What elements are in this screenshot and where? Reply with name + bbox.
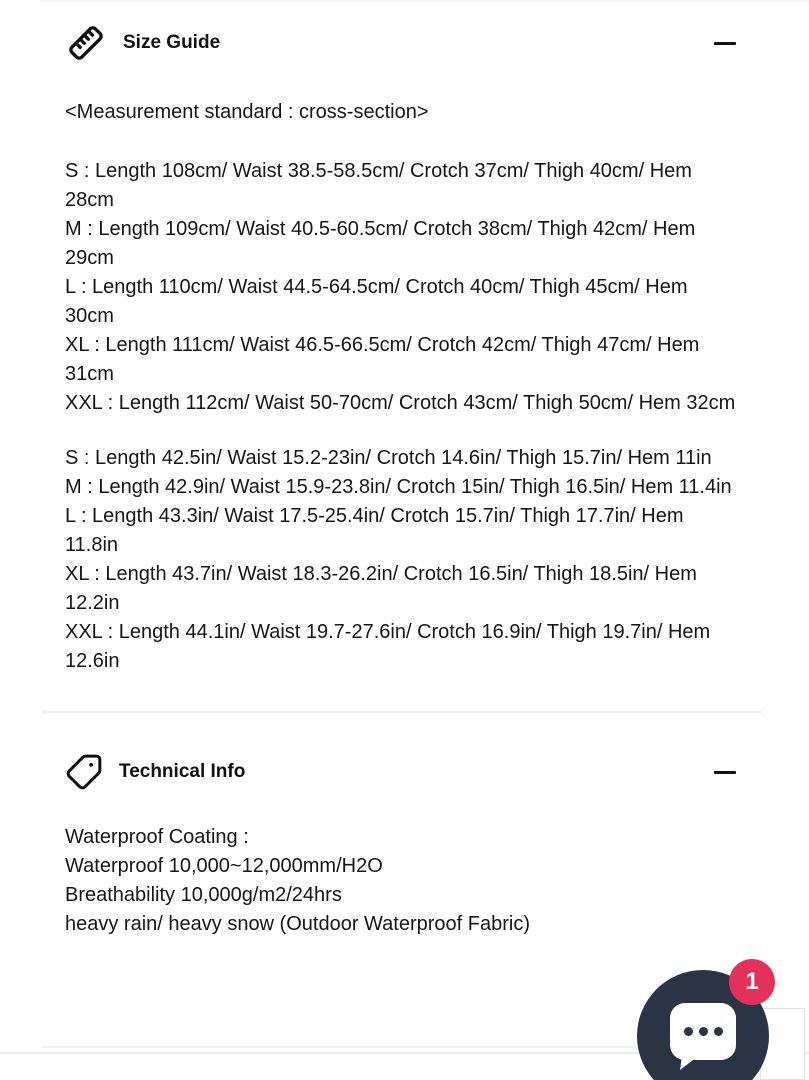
minus-icon — [714, 42, 736, 45]
technical-info-header — [65, 751, 739, 793]
size-row-in-xl: XL : Length 43.7in/ Waist 18.3-26.2in/ Crotch 16.5in/ Thigh 18.5in/ Hem 12.2in — [65, 563, 697, 614]
chat-dots — [670, 1003, 736, 1060]
chat-launcher-button[interactable] — [637, 970, 769, 1080]
size-row-cm-xl: XL : Length 111cm/ Waist 46.5-66.5cm/ Crotch 42cm/ Thigh 47cm/ Hem 31cm — [65, 334, 700, 385]
size-row-cm-xxl: XXL : Length 112cm/ Waist 50-70cm/ Crotch 43cm/ Thigh 50cm/ Hem 32cm — [65, 392, 736, 414]
notification-badge: 1 — [729, 959, 775, 1005]
section-divider — [42, 711, 762, 713]
size-row-cm-m: M : Length 109cm/ Waist 40.5-60.5cm/ Crotch 38cm/ Thigh 42cm/ Hem 29cm — [65, 218, 696, 269]
size-row-in-xxl: XXL : Length 44.1in/ Waist 19.7-27.6in/ Crotch 16.9in/ Thigh 19.7in/ Hem 12.6in — [65, 621, 711, 672]
technical-info-title: Technical Info — [119, 761, 246, 782]
size-row-cm-s: S : Length 108cm/ Waist 38.5-58.5cm/ Crotch 37cm/ Thigh 40cm/ Hem 28cm — [65, 160, 692, 211]
size-row-in-l: L : Length 43.3in/ Waist 17.5-25.4in/ Crotch 15.7in/ Thigh 17.7in/ Hem 11.8in — [65, 505, 684, 556]
size-guide-section — [65, 22, 739, 676]
size-row-in-s: S : Length 42.5in/ Waist 15.2-23in/ Crotch 14.6in/ Thigh 15.7in/ Hem 11in — [65, 447, 712, 469]
size-guide-header-left — [65, 22, 220, 64]
size-list-cm — [65, 157, 741, 418]
tech-line-coating: Waterproof Coating : — [65, 826, 249, 848]
size-row-cm-l: L : Length 110cm/ Waist 44.5-64.5cm/ Crotch 40cm/ Thigh 45cm/ Hem 30cm — [65, 276, 688, 327]
tech-line-waterproof: Waterproof 10,000~12,000mm/H2O — [65, 855, 383, 877]
technical-info-body — [65, 823, 739, 939]
measurement-standard-note: <Measurement standard : cross-section> — [65, 101, 429, 123]
top-divider — [40, 0, 809, 2]
size-guide-collapse-button[interactable] — [711, 29, 739, 57]
size-list-in — [65, 444, 741, 676]
size-row-in-m: M : Length 42.9in/ Waist 15.9-23.8in/ Crotch 15in/ Thigh 16.5in/ Hem 11.4in — [65, 476, 732, 498]
technical-info-section — [65, 751, 739, 939]
technical-info-collapse-button[interactable] — [711, 758, 739, 786]
ruler-icon — [65, 22, 107, 64]
size-guide-header — [65, 22, 739, 64]
tech-line-fabric: heavy rain/ heavy snow (Outdoor Waterproof Fabric) — [65, 913, 531, 935]
technical-info-header-left — [65, 753, 245, 791]
minus-icon — [714, 771, 736, 774]
tech-line-breathability: Breathability 10,000g/m2/24hrs — [65, 884, 342, 906]
size-guide-title: Size Guide — [123, 32, 221, 53]
chat-dots-icon — [670, 1003, 736, 1060]
tag-icon — [65, 753, 103, 791]
